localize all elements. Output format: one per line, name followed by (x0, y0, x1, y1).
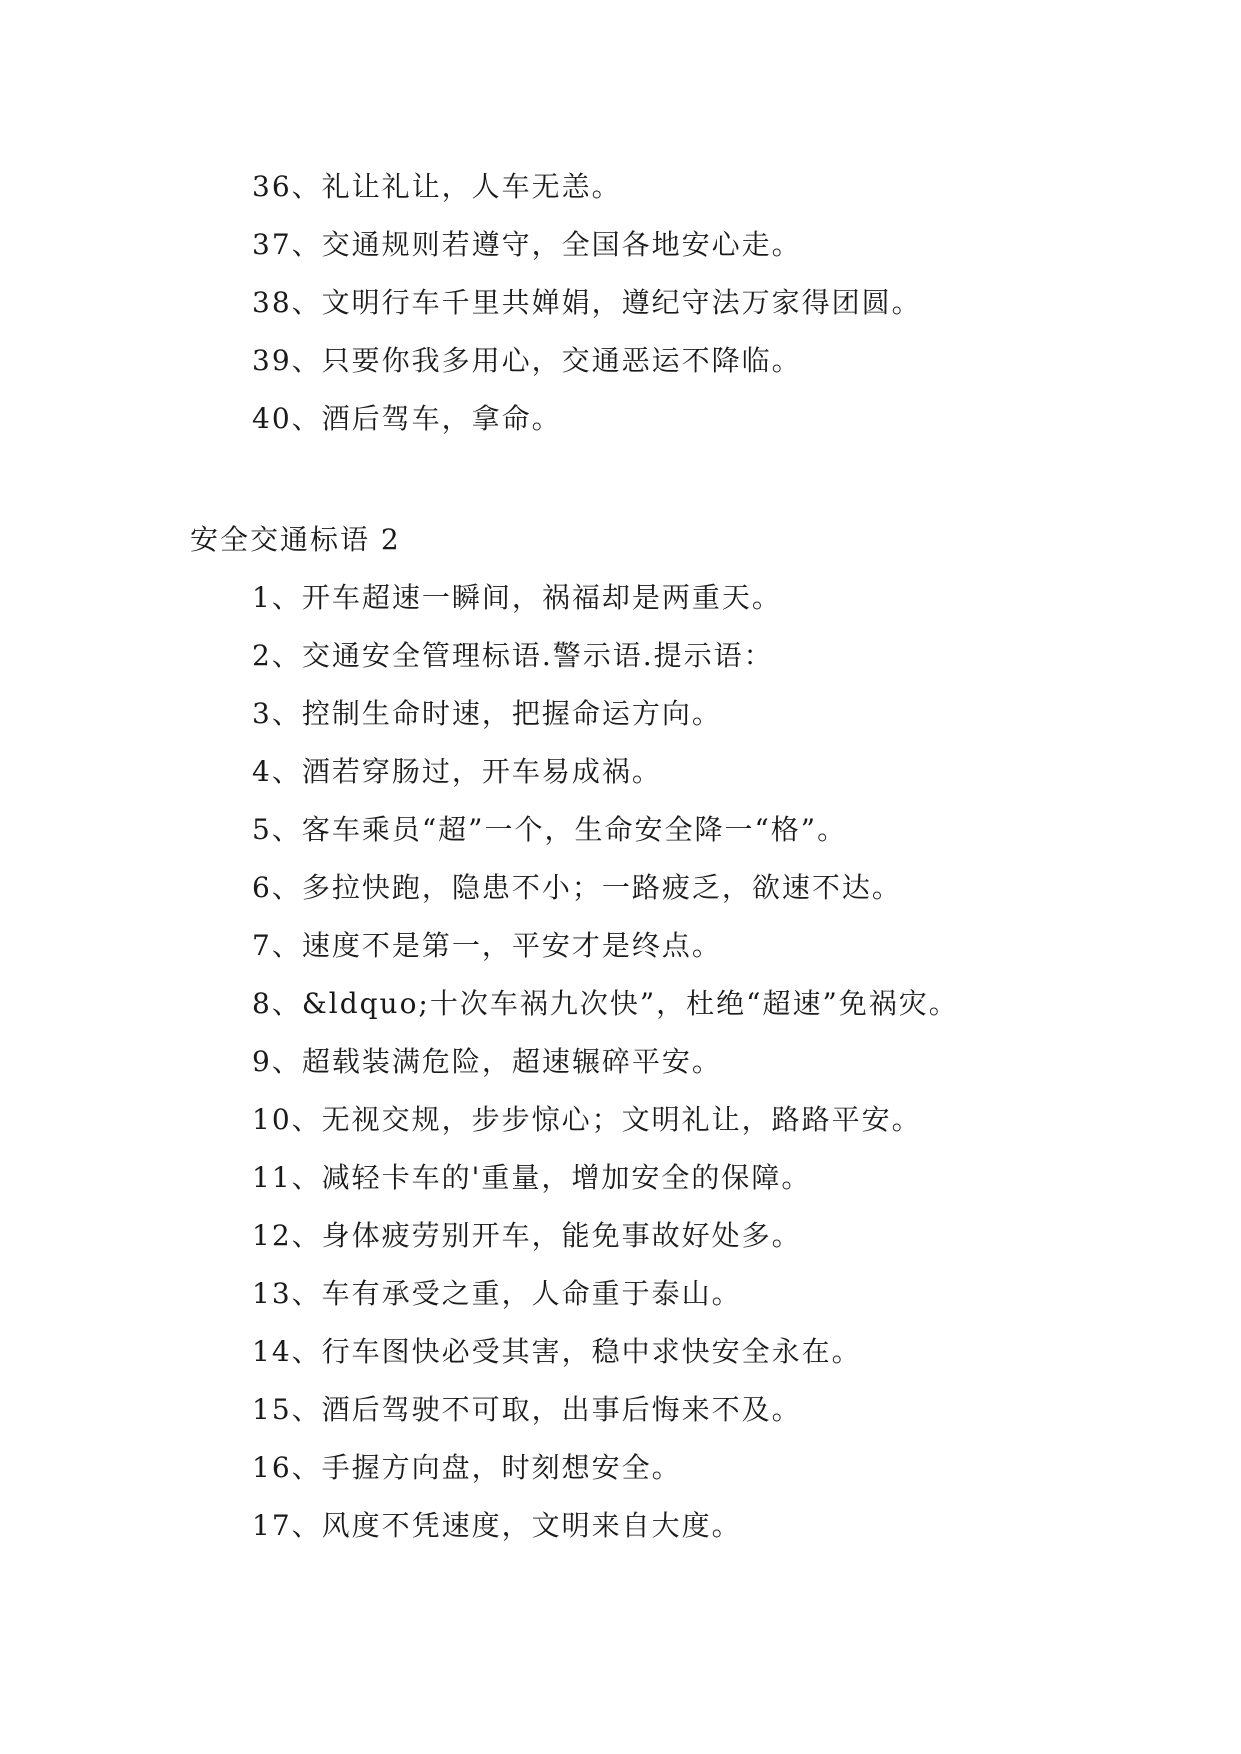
slogan-list-part-one (0, 158, 1241, 448)
list-item: 17、风度不凭速度，文明来自大度。 (252, 1509, 742, 1542)
list-item: 8、&ldquo;十次车祸九次快”，杜绝“超速”免祸灾。 (252, 987, 959, 1020)
list-item: 38、文明行车千里共婵娟，遵纪守法万家得团圆。 (252, 286, 922, 319)
list-item: 16、手握方向盘，时刻想安全。 (252, 1451, 682, 1484)
slogan-list-part-two (0, 569, 1241, 1555)
list-item: 9、超载装满危险，超速辗碎平安。 (252, 1045, 722, 1078)
list-item: 10、无视交规，步步惊心；文明礼让，路路平安。 (252, 1103, 922, 1136)
list-item: 37、交通规则若遵守，全国各地安心走。 (252, 228, 802, 261)
list-item: 39、只要你我多用心，交通恶运不降临。 (252, 344, 802, 377)
list-item: 36、礼让礼让，人车无恙。 (252, 170, 622, 203)
list-item: 6、多拉快跑，隐患不小；一路疲乏，欲速不达。 (252, 871, 902, 904)
list-item: 14、行车图快必受其害，稳中求快安全永在。 (252, 1335, 862, 1368)
list-item: 4、酒若穿肠过，开车易成祸。 (252, 755, 662, 788)
list-item: 15、酒后驾驶不可取，出事后悔来不及。 (252, 1393, 802, 1426)
list-item: 13、车有承受之重，人命重于泰山。 (252, 1277, 742, 1310)
list-item: 40、酒后驾车，拿命。 (252, 402, 562, 435)
list-item: 1、开车超速一瞬间，祸福却是两重天。 (252, 581, 782, 614)
list-item: 12、身体疲劳别开车，能免事故好处多。 (252, 1219, 802, 1252)
list-item: 7、速度不是第一，平安才是终点。 (252, 929, 722, 962)
list-item: 3、控制生命时速，把握命运方向。 (252, 697, 722, 730)
section-heading: 安全交通标语 2 (190, 523, 401, 556)
list-item: 11、减轻卡车的'重量，增加安全的保障。 (252, 1161, 812, 1194)
list-item: 2、交通安全管理标语.警示语.提示语： (252, 639, 774, 672)
list-item: 5、客车乘员“超”一个，生命安全降一“格”。 (252, 813, 848, 846)
